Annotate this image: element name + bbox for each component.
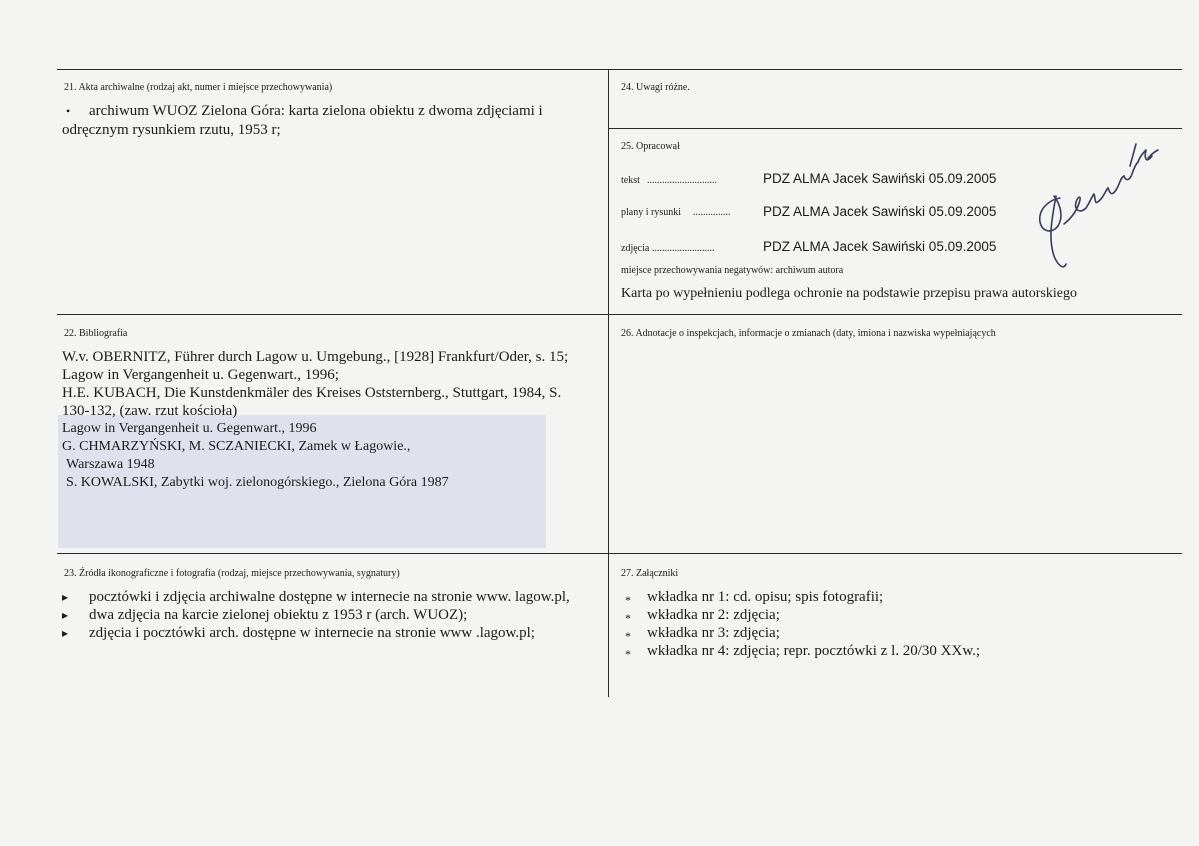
row-value-zdjecia: PDZ ALMA Jacek Sawiński 05.09.2005	[763, 239, 997, 254]
section-21-line-1: archiwum WUOZ Zielona Góra: karta zielona obiektu z dwoma zdjęciami i	[89, 103, 543, 119]
row-divider-1	[57, 314, 1182, 315]
row-dots-zdjecia: .........................	[652, 243, 715, 254]
divider-24-25	[609, 128, 1182, 129]
section-25-title: 25. Opracował	[621, 141, 680, 152]
row-value-tekst: PDZ ALMA Jacek Sawiński 05.09.2005	[763, 171, 997, 186]
bibliography-line-8: S. KOWALSKI, Zabytki woj. zielonogórskiego., Zielona Góra 1987	[66, 475, 449, 490]
row-label-zdjecia: zdjęcia	[621, 243, 650, 254]
arrow-bullet-icon: ▸	[62, 590, 69, 604]
row-label-plany: plany i rysunki	[621, 207, 681, 218]
row-label-tekst: tekst	[621, 175, 640, 186]
top-border	[57, 69, 1182, 70]
bibliography-line-7: Warszawa 1948	[66, 457, 155, 472]
copyright-notice: Karta po wypełnieniu podlega ochronie na podstawie przepisu prawa autorskiego	[621, 286, 1078, 301]
row-divider-2	[57, 553, 1182, 554]
asterisk-bullet-icon: *	[625, 629, 631, 643]
bibliography-line-1: W.v. OBERNITZ, Führer durch Lagow u. Umgebung., [1928] Frankfurt/Oder, s. 15;	[62, 349, 569, 365]
arrow-bullet-icon: ▸	[62, 626, 69, 640]
row-dots-plany: ...............	[693, 207, 731, 218]
section-23-title: 23. Źródła ikonograficzne i fotografia (rodzaj, miejsce przechowywania, sygnatury)	[64, 568, 400, 579]
column-divider	[608, 69, 609, 697]
section-26-title: 26. Adnotacje o inspekcjach, informacje o zmianach (daty, imiona i nazwiska wypełniających	[621, 328, 996, 339]
attachment-item-1: wkładka nr 1: cd. opisu; spis fotografii;	[647, 589, 884, 605]
asterisk-bullet-icon: *	[625, 593, 631, 607]
bibliography-line-5: Lagow in Vergangenheit u. Gegenwart., 1996	[62, 421, 317, 436]
attachment-item-2: wkładka nr 2: zdjęcia;	[647, 607, 780, 623]
arrow-bullet-icon: ▸	[62, 608, 69, 622]
attachment-item-4: wkładka nr 4: zdjęcia; repr. pocztówki z l. 20/30 XXw.;	[647, 643, 981, 659]
bibliography-line-6: G. CHMARZYŃSKI, M. SCZANIECKI, Zamek w Łagowie.,	[62, 439, 411, 454]
iconography-item-1: pocztówki i zdjęcia archiwalne dostępne w internecie na stronie www. lagow.pl,	[89, 589, 570, 605]
row-dots-tekst: ............................	[647, 175, 717, 186]
bibliography-line-4: 130-132, (zaw. rzut kościoła)	[62, 403, 238, 419]
row-value-plany: PDZ ALMA Jacek Sawiński 05.09.2005	[763, 204, 997, 219]
section-24-title: 24. Uwagi różne.	[621, 82, 690, 93]
section-22-title: 22. Bibliografia	[64, 328, 128, 339]
section-21-line-2: odręcznym rysunkiem rzutu, 1953 r;	[62, 122, 281, 138]
attachment-item-3: wkładka nr 3: zdjęcia;	[647, 625, 780, 641]
bibliography-line-3: H.E. KUBACH, Die Kunstdenkmäler des Kreises Oststernberg., Stuttgart, 1984, S.	[62, 385, 562, 401]
section-27-title: 27. Załączniki	[621, 568, 679, 579]
bibliography-line-2: Lagow in Vergangenheit u. Gegenwart., 1996;	[62, 367, 339, 383]
negatives-storage: miejsce przechowywania negatywów: archiwum autora	[621, 265, 844, 276]
signature	[1020, 138, 1170, 278]
iconography-item-2: dwa zdjęcia na karcie zielonej obiektu z 1953 r (arch. WUOZ);	[89, 607, 468, 623]
section-21-title: 21. Akta archiwalne (rodzaj akt, numer i miejsce przechowywania)	[64, 82, 333, 93]
asterisk-bullet-icon: *	[625, 611, 631, 625]
bullet-icon: •	[66, 104, 71, 118]
iconography-item-3: zdjęcia i pocztówki arch. dostępne w internecie na stronie www .lagow.pl;	[89, 625, 535, 641]
asterisk-bullet-icon: *	[625, 647, 631, 661]
